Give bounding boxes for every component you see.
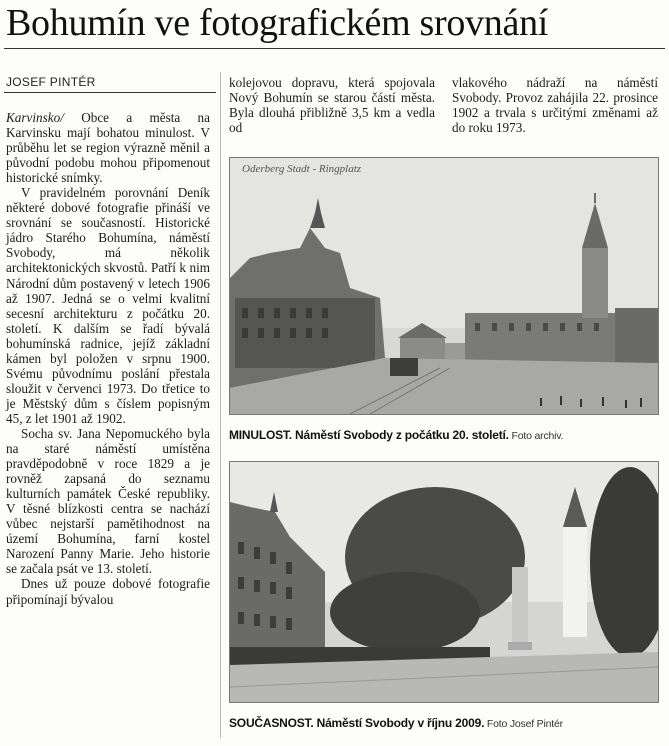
historic-square-illustration bbox=[230, 158, 658, 414]
article-column-3 bbox=[452, 75, 658, 135]
historic-photo bbox=[229, 157, 659, 415]
author-byline: JOSEF PINTÉR bbox=[6, 75, 96, 89]
column-divider bbox=[220, 72, 221, 738]
modern-photo-caption: SOUČASNOST. Náměstí Svobody v říjnu 2009. Foto Josef Pintér bbox=[229, 716, 563, 730]
historic-photo-caption: MINULOST. Náměstí Svobody z počátku 20. století. Foto archiv. bbox=[229, 428, 564, 442]
paragraph-monuments: V pravidelném porovnání Deník některé dobové fotografie přináší ve srovnání se současností. Historické jádro Starého Bohumína, náměstí Svobody, má několik architektonických skvostů. Patří k nim Národní dům postavený v letech 1906 až 1907. Jedná se o velmi kvalitní secesní architekturu z počátku 20. století. K dalším se řadí bývalá bohumínská radnice, jejíž základní kámen byl položen v srpnu 1900. Svému původnímu poslání přestala sloužit v červenci 1973. Do třetice to je Městský dům s číslem popisným 45, z let 1901 až 1902. bbox=[6, 185, 210, 426]
headline-rule bbox=[4, 48, 665, 49]
photo-credit: Foto archiv. bbox=[508, 430, 564, 442]
photo-credit: Foto Josef Pintér bbox=[484, 718, 563, 730]
paragraph-tram: Dnes už pouze dobové fotografie připomínají bývalou bbox=[6, 576, 210, 607]
dateline: Karvinsko/ bbox=[6, 110, 64, 125]
paragraph-intro: Karvinsko/ Obce a města na Karvinsku mají bohatou minulost. V průběhu let se region výrazně měnil a původní podobu mohou připomenout historické snímky. bbox=[6, 110, 210, 186]
paragraph-church: Socha sv. Jana Nepomuckého byla na staré náměstí umístěna pravděpodobně v roce 1829 a je rovněž zapsaná do seznamu kulturních památek České republiky. V těsné blízkosti centra se nachází vůbec nejstarší pamětihodnost na území Bohumína, farní kostel Narození Panny Marie. Jeho historie se začala psát ve 13. století. bbox=[6, 425, 210, 577]
modern-square-illustration bbox=[230, 462, 658, 702]
headline: Bohumín ve fotografickém srovnání bbox=[6, 2, 549, 44]
modern-photo bbox=[229, 461, 659, 703]
byline-rule bbox=[4, 92, 216, 93]
paragraph-tram-end: vlakového nádraží na náměstí Svobody. Provoz zahájila 22. prosince 1902 a trvala s určitými změnami až do roku 1973. bbox=[452, 75, 658, 136]
postcard-inscription: Oderberg Stadt - Ringplatz bbox=[242, 163, 362, 175]
paragraph-tram-cont: kolejovou dopravu, která spojovala Nový Bohumín se starou částí města. Byla dlouhá přibližně 3,5 km a vedla od bbox=[229, 75, 435, 136]
article-column-2 bbox=[229, 75, 435, 135]
article-column-1 bbox=[6, 110, 210, 607]
